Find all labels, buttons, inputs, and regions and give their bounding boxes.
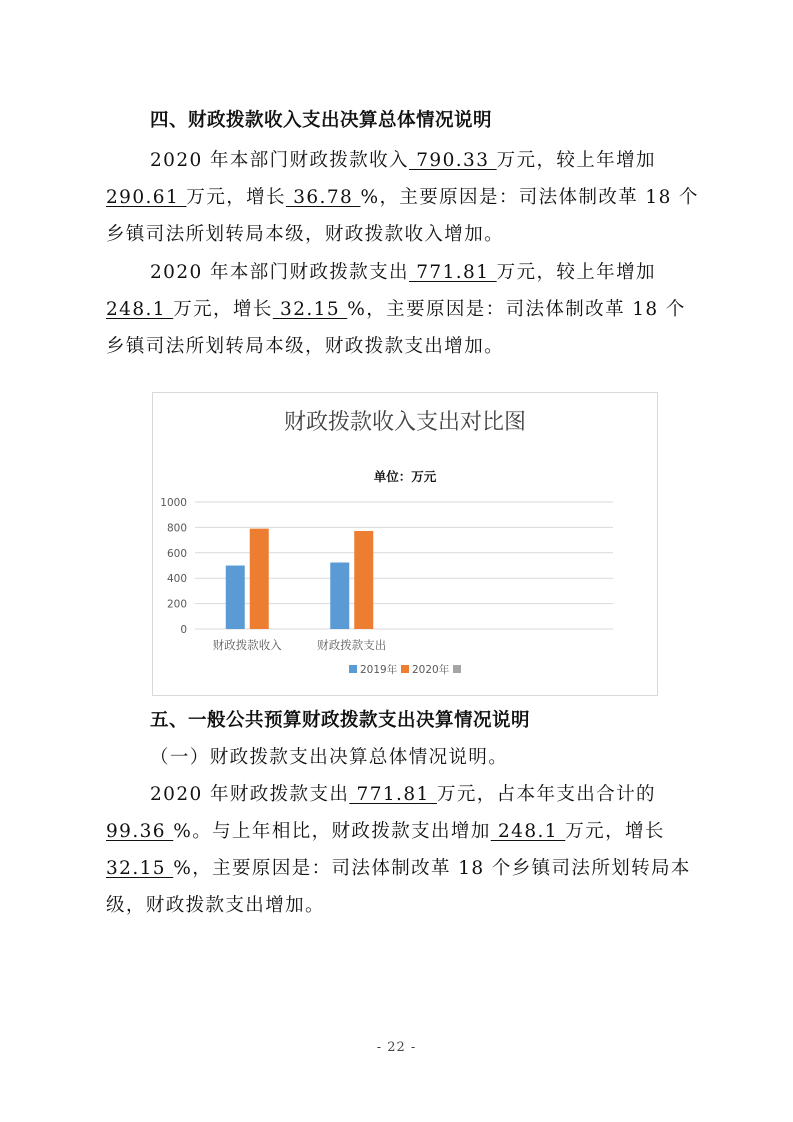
expense-increase-rate: 32.15 [272, 299, 348, 320]
expense-value: 771.81 [408, 262, 497, 283]
y-tick-label: 800 [166, 522, 187, 535]
category-label: 财政拨款支出 [317, 638, 387, 652]
legend-label: 2020年 [412, 664, 450, 676]
paragraph-income-line-1: 2020 年本部门财政拨款收入 790.33 万元，较上年增加 [150, 150, 656, 171]
y-tick-label: 1000 [160, 497, 187, 509]
paragraph-expense-line-3: 乡镇司法所划转局本级，财政拨款支出增加。 [106, 336, 505, 357]
income-increase-amount: 290.61 [106, 187, 187, 208]
general-expense-ratio: 99.36 [106, 821, 174, 842]
chart-category-labels [213, 638, 387, 652]
category-label: 财政拨款收入 [212, 638, 282, 652]
paragraph-general-line-4: 级，财政拨款支出增加。 [106, 895, 325, 916]
y-tick-label: 0 [180, 624, 187, 636]
y-tick-label: 400 [166, 573, 187, 586]
chart-legend [349, 663, 461, 676]
paragraph-expense-line-2: 248.1 万元，增长 32.15 %，主要原因是：司法体制改革 18 个 [106, 299, 686, 320]
bar [330, 562, 349, 629]
page-number: - 22 - [376, 1040, 417, 1055]
chart-bars [226, 529, 374, 629]
comparison-chart [152, 392, 658, 696]
paragraph-general-line-3: 32.15 %，主要原因是：司法体制改革 18 个乡镇司法所划转局本 [106, 858, 691, 879]
bar [250, 529, 269, 629]
legend-label: 2019年 [360, 664, 398, 676]
section-5-heading: 五、一般公共预算财政拨款支出决算情况说明 [150, 710, 531, 731]
general-increase-rate: 32.15 [106, 858, 174, 879]
income-increase-rate: 36.78 [285, 187, 361, 208]
chart-title: 财政拨款收入支出对比图 [283, 410, 527, 435]
paragraph-income-line-2: 290.61 万元，增长 36.78 %，主要原因是：司法体制改革 18 个 [106, 187, 699, 208]
general-increase-amount: 248.1 [490, 821, 566, 842]
legend-swatch [453, 665, 461, 673]
bar [226, 566, 245, 629]
y-tick-label: 600 [166, 547, 187, 560]
chart-canvas [153, 393, 657, 695]
expense-increase-amount: 248.1 [106, 299, 174, 320]
section-4-heading: 四、财政拨款收入支出决算总体情况说明 [150, 110, 493, 131]
legend-swatch [349, 665, 357, 673]
legend-swatch [401, 665, 409, 673]
paragraph-income-line-3: 乡镇司法所划转局本级，财政拨款收入增加。 [106, 224, 505, 245]
general-expense-value: 771.81 [349, 784, 437, 805]
paragraph-general-line-2: 99.36 %。与上年相比，财政拨款支出增加 248.1 万元，增长 [106, 821, 665, 842]
bar [354, 531, 373, 629]
subsection-1-heading: （一）财政拨款支出决算总体情况说明。 [150, 747, 509, 768]
y-tick-label: 200 [166, 598, 187, 611]
chart-subtitle: 单位：万元 [373, 469, 437, 484]
paragraph-general-line-1: 2020 年财政拨款支出 771.81 万元，占本年支出合计的 [150, 784, 656, 805]
paragraph-expense-line-1: 2020 年本部门财政拨款支出 771.81 万元，较上年增加 [150, 262, 656, 283]
income-value: 790.33 [408, 150, 497, 171]
